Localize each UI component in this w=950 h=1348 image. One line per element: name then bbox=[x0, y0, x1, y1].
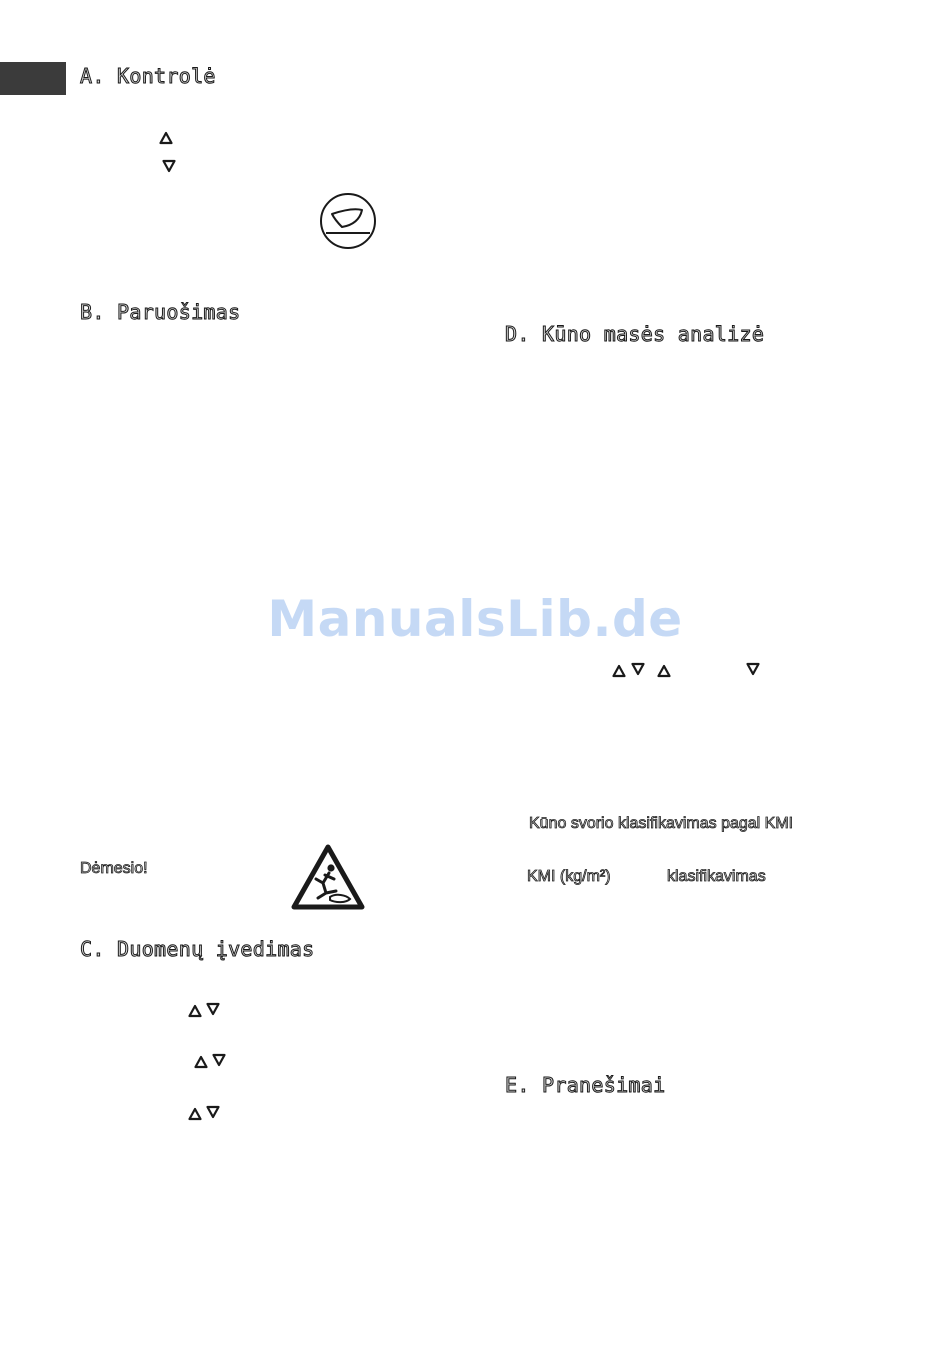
up-triangle-icon bbox=[612, 664, 626, 678]
down-triangle-icon bbox=[212, 1053, 226, 1067]
scale-surface-icon bbox=[318, 192, 378, 250]
down-triangle-icon bbox=[162, 159, 176, 173]
watermark: ManualsLib.de bbox=[267, 590, 683, 648]
section-a-title: A. Kontrolė bbox=[80, 64, 216, 88]
up-triangle-icon bbox=[159, 131, 173, 145]
down-triangle-icon bbox=[746, 662, 760, 676]
down-triangle-icon bbox=[206, 1105, 220, 1119]
warning-label: Dėmesio! bbox=[80, 860, 148, 877]
section-b-title: B. Paruošimas bbox=[80, 300, 241, 324]
page-tab-marker bbox=[0, 62, 66, 95]
up-triangle-icon bbox=[657, 664, 671, 678]
classification-column-header: klasifikavimas bbox=[667, 868, 766, 885]
up-triangle-icon bbox=[194, 1055, 208, 1069]
down-triangle-icon bbox=[206, 1002, 220, 1016]
section-c-title: C. Duomenų įvedimas bbox=[80, 937, 315, 961]
bmi-table-caption: Kūno svorio klasifikavimas pagal KMI bbox=[529, 815, 794, 832]
bmi-column-header: KMI (kg/m²) bbox=[527, 868, 611, 885]
down-triangle-icon bbox=[631, 662, 645, 676]
section-d-title: D. Kūno masės analizė bbox=[505, 322, 765, 346]
slippery-floor-warning-icon bbox=[290, 843, 366, 911]
up-triangle-icon bbox=[188, 1107, 202, 1121]
section-e-title: E. Pranešimai bbox=[505, 1073, 666, 1097]
up-triangle-icon bbox=[188, 1004, 202, 1018]
